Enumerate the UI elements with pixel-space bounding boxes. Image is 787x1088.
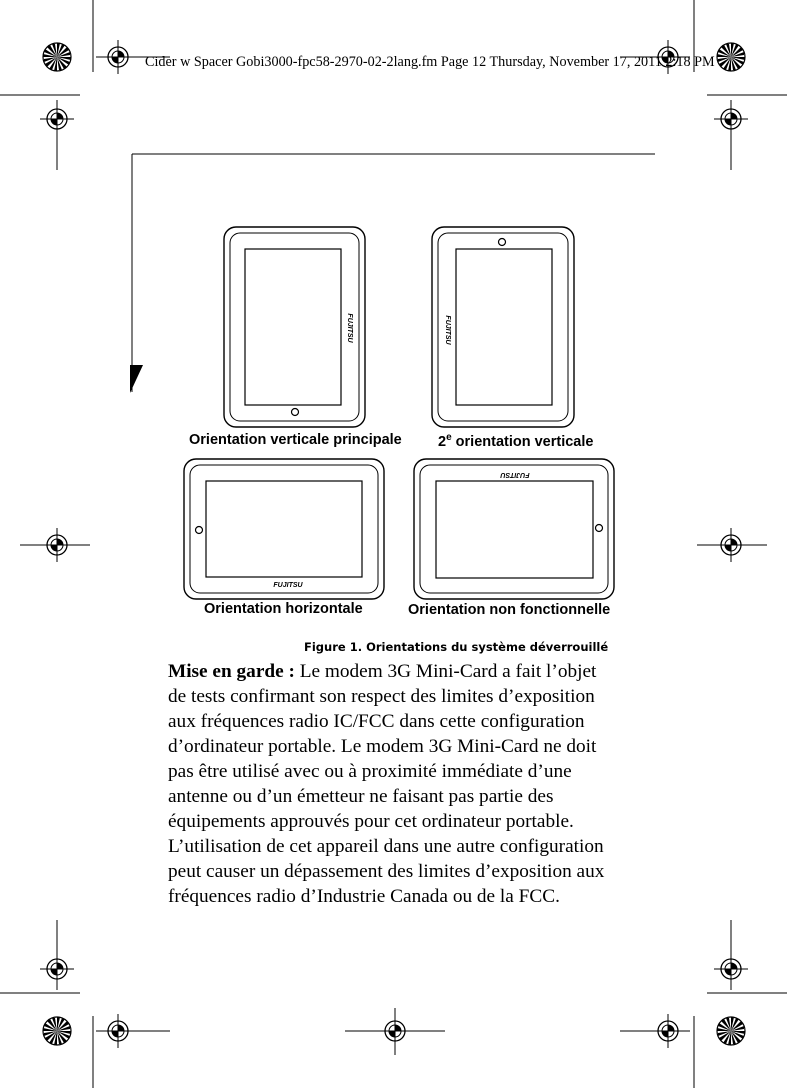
label-primary-vertical: Orientation verticale principale (189, 432, 402, 448)
warning-lead: Mise en garde : (168, 661, 295, 682)
tablet-nonfunctional (414, 459, 614, 599)
fujitsu-logo: FUJITSU (273, 582, 303, 589)
label-second-vertical (438, 434, 593, 450)
label-second-superscript: e (446, 432, 452, 443)
tablet-horizontal (184, 459, 384, 599)
label-nonfunctional: Orientation non fonctionnelle (408, 602, 611, 618)
warning-text: Le modem 3G Mini-Card a fait l’objet de tests confirmant son respect des limites d’exposition aux fréquences radio IC/FCC dans cette configuration d’ordinateur portable. Le modem 3G Mini-Card ne doit pas être utilisé avec ou à proximité immédiate d’une antenne ou d’un émetteur ne faisant pas partie des équipements approuvés pour cet ordinateur portable. L’utilisation de cet appareil dans une autre configuration peut causer un dépassement des limites d’exposition aux fréquences radio d’Industrie Canada ou de la FCC. (168, 661, 605, 907)
label-second-text: orientation verticale (451, 434, 594, 450)
fujitsu-logo: FUJITSU (500, 471, 530, 478)
fujitsu-logo: FUJITSU (444, 315, 451, 345)
figure-caption: Figure 1. Orientations du système déverrouillé (304, 640, 609, 654)
label-second-number: 2 (438, 434, 447, 450)
tablet-primary-vertical (224, 227, 365, 427)
warning-paragraph (168, 659, 618, 909)
tablet-second-vertical (432, 227, 574, 427)
fujitsu-logo: FUJITSU (346, 313, 353, 343)
print-header-slug: Cider w Spacer Gobi3000-fpc58-2970-02-2lang.fm Page 12 Thursday, November 17, 2011 2:18 PM (145, 54, 715, 70)
label-horizontal: Orientation horizontale (204, 601, 363, 617)
